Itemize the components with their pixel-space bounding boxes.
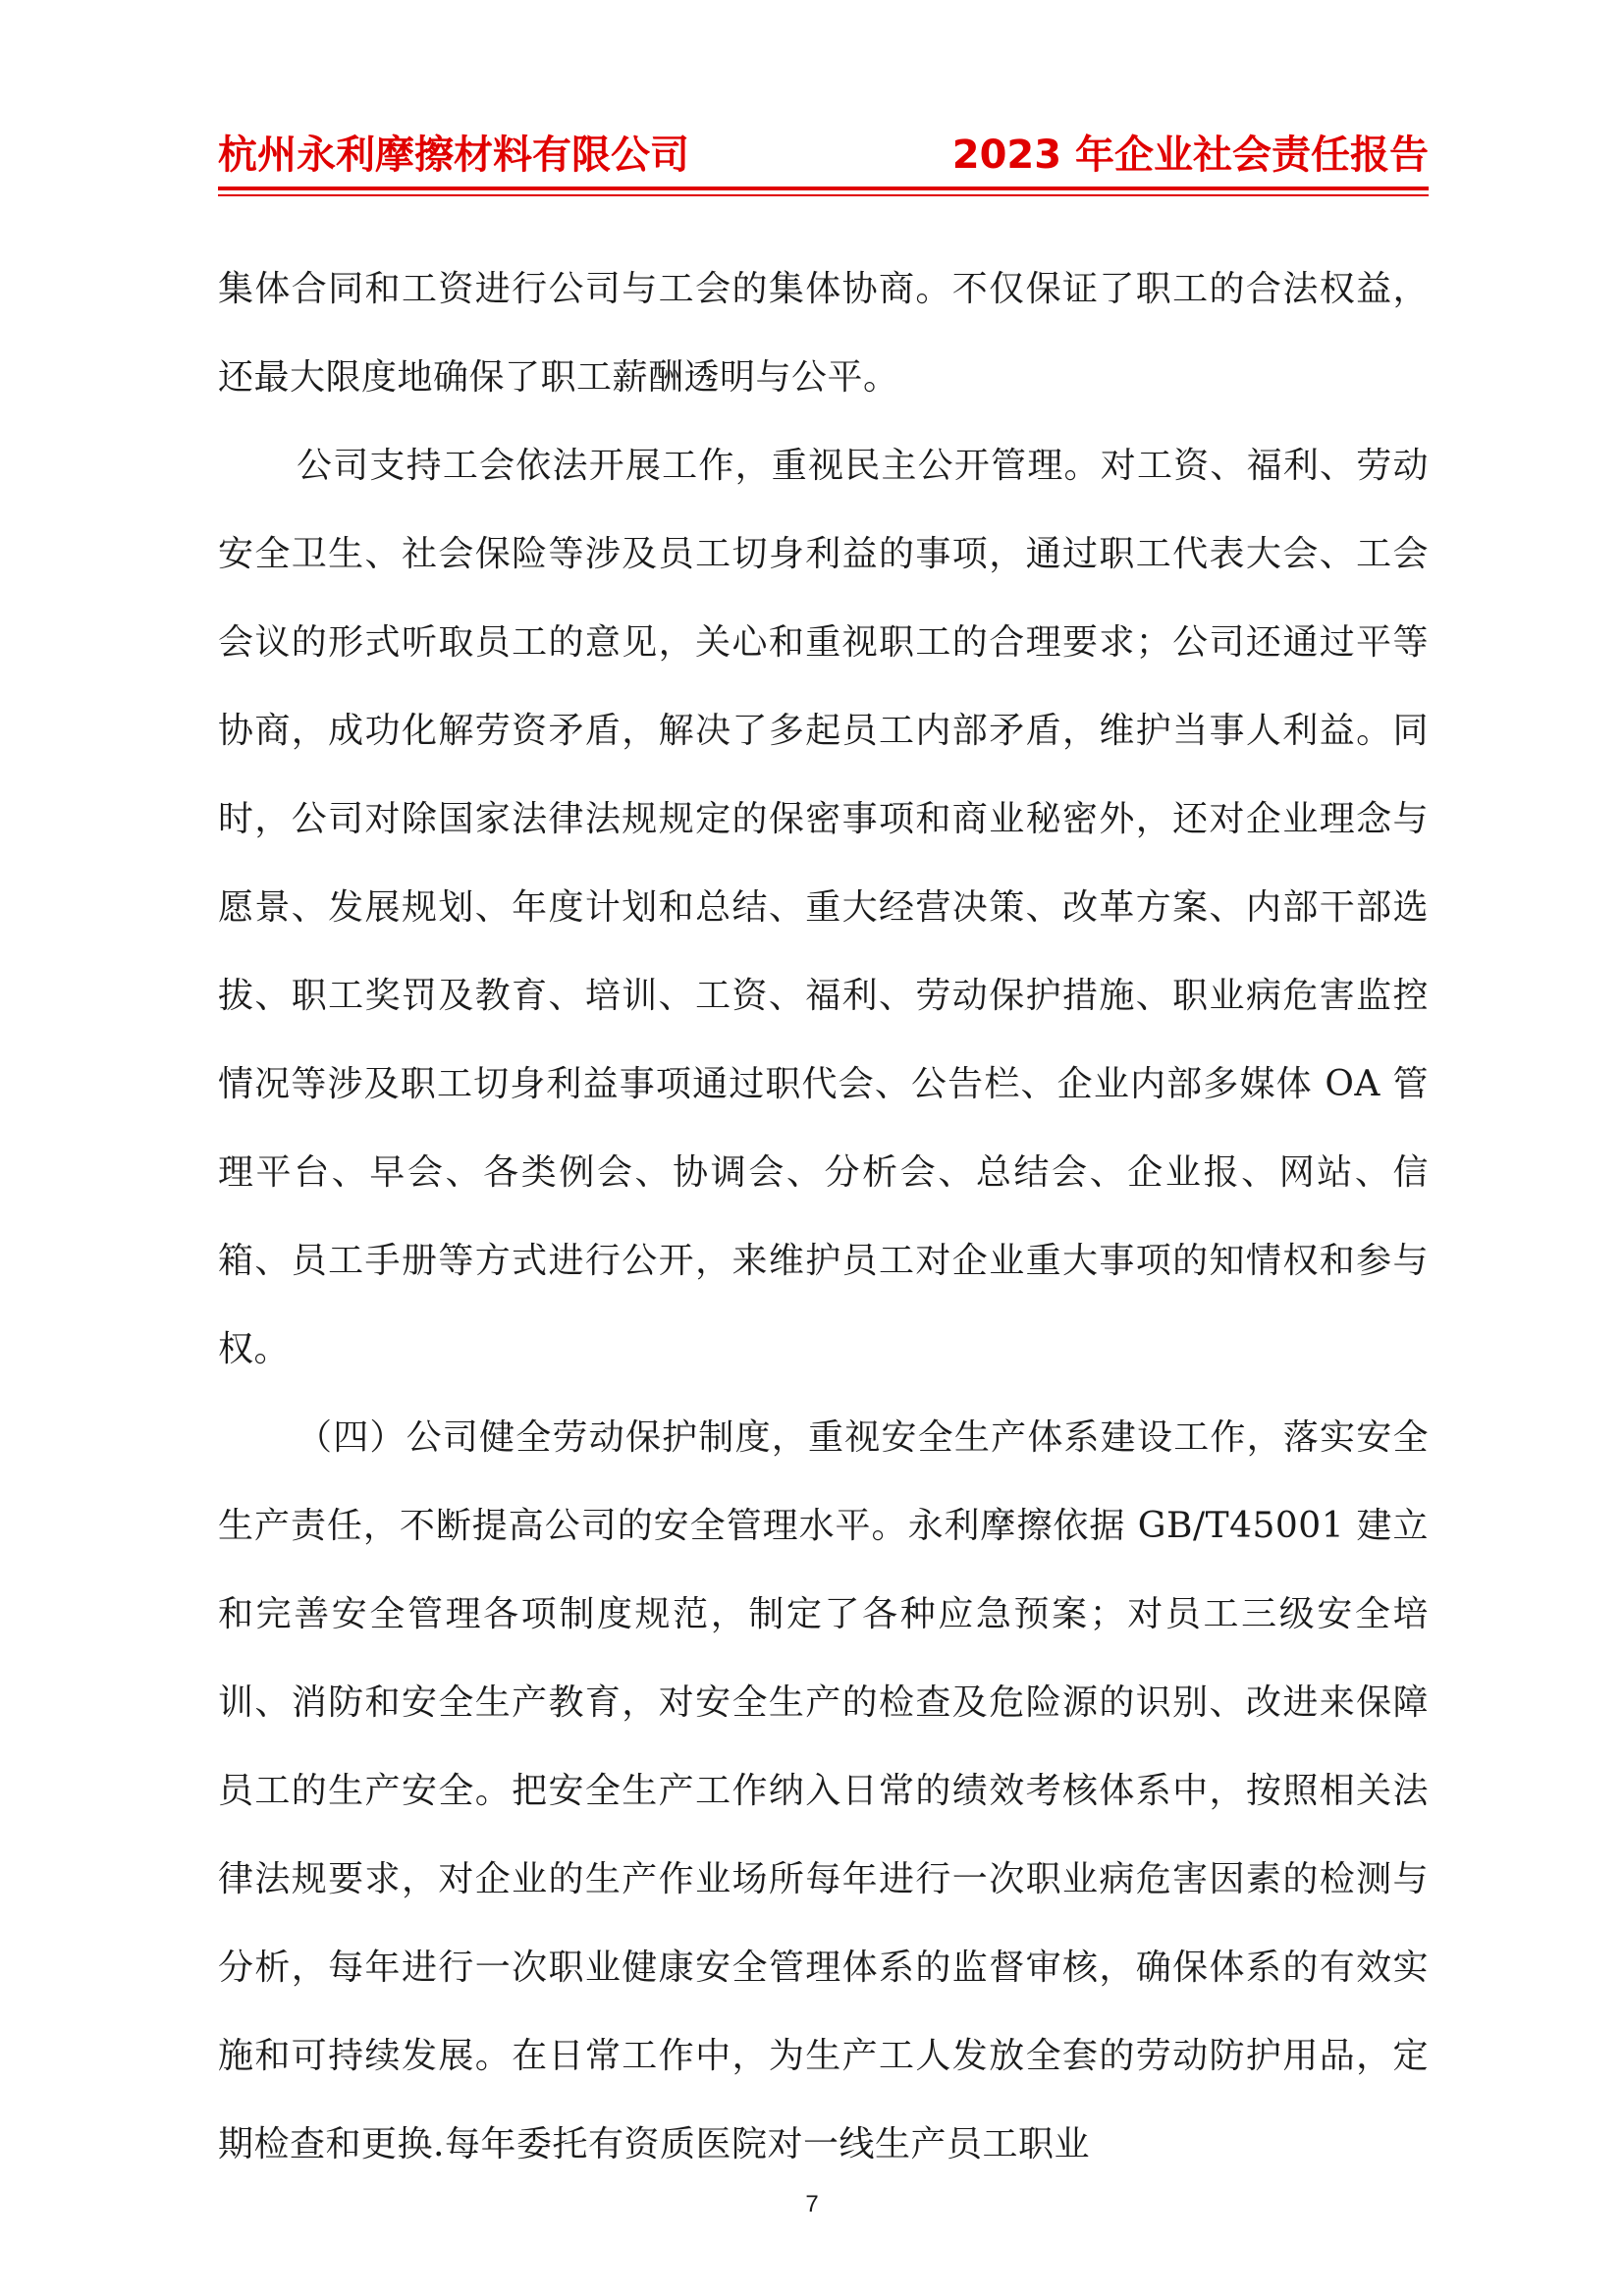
body-text	[218, 245, 1429, 2189]
paragraph-union-work: 公司支持工会依法开展工作，重视民主公开管理。对工资、福利、劳动安全卫生、社会保险等涉及员工切身利益的事项，通过职工代表大会、工会会议的形式听取员工的意见，关心和重视职工的合理要求；公司还通过平等协商，成功化解劳资矛盾，解决了多起员工内部矛盾，维护当事人利益。同时，公司对除国家法律法规规定的保密事项和商业秘密外，还对企业理念与愿景、发展规划、年度计划和总结、重大经营决策、改革方案、内部干部选拔、职工奖罚及教育、培训、工资、福利、劳动保护措施、职业病危害监控情况等涉及职工切身利益事项通过职代会、公告栏、企业内部多媒体 OA 管理平台、早会、各类例会、协调会、分析会、总结会、企业报、网站、信箱、员工手册等方式进行公开，来维护员工对企业重大事项的知情权和参与权。	[218, 446, 1429, 1369]
report-title: 2023 年企业社会责任报告	[951, 133, 1429, 178]
paragraph-labor-protection: （四）公司健全劳动保护制度，重视安全生产体系建设工作，落实安全生产责任，不断提高公司的安全管理水平。永利摩擦依据 GB/T45001 建立和完善安全管理各项制度规范，制定了各种应急预案；对员工三级安全培训、消防和安全生产教育，对安全生产的检查及危险源的识别、改进来保障员工的生产安全。把安全生产工作纳入日常的绩效考核体系中，按照相关法律法规要求，对企业的生产作业场所每年进行一次职业病危害因素的检测与分析，每年进行一次职业健康安全管理体系的监督审核，确保体系的有效实施和可持续发展。在日常工作中，为生产工人发放全套的劳动防护用品，定期检查和更换.每年委托有资质医院对一线生产员工职业	[218, 1417, 1429, 2164]
header-rule-thick	[218, 187, 1429, 190]
paragraph-continuation: 集体合同和工资进行公司与工会的集体协商。不仅保证了职工的合法权益，还最大限度地确保了职工薪酬透明与公平。	[218, 269, 1429, 398]
page-number: 7	[805, 2191, 819, 2217]
company-name: 杭州永利摩擦材料有限公司	[218, 133, 689, 178]
page-header	[218, 126, 1429, 185]
header-rule-thin	[218, 194, 1429, 196]
